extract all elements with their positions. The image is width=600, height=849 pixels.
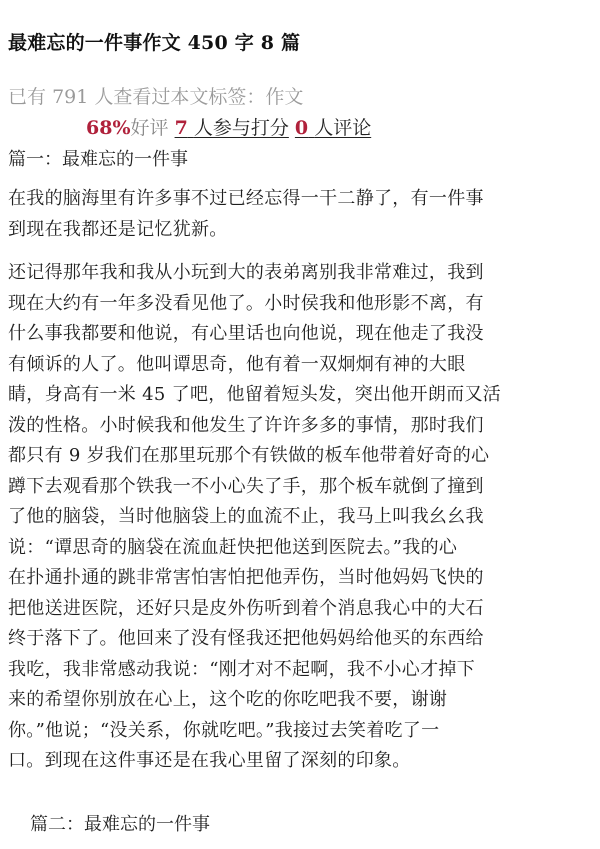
text-line: 泼的性格。小时候我和他发生了许许多多的事情，那时我们: [8, 414, 484, 436]
rating-percent: 68%: [86, 117, 131, 139]
rating-comments-link[interactable]: [295, 117, 371, 139]
text-line: 有倾诉的人了。他叫谭思奇，他有着一双炯炯有神的大眼: [8, 353, 466, 375]
views-suffix: 人查看过本文标签：: [94, 86, 266, 108]
section-heading-2: 篇二：最难忘的一件事: [30, 814, 210, 835]
view-info: [8, 82, 303, 109]
text-line: 睛，身高有一米 45 了吧，他留着短头发，突出他开朗而又活: [8, 384, 502, 405]
rating-bar: [86, 113, 371, 140]
views-count: 791: [52, 86, 89, 108]
section-heading-1: 篇一：最难忘的一件事: [8, 149, 188, 170]
raters-count: 7: [174, 117, 188, 139]
text-line: 蹲下去观看那个铁我一不小心失了手，那个板车就倒了撞到: [8, 475, 484, 497]
section1-paragraph-1: [8, 184, 596, 245]
raters-label: 人参与打分: [193, 117, 289, 139]
text-line: 什么事我都要和他说，有心里话也向他说，现在他走了我没: [8, 323, 484, 344]
rating-good-label: 好评: [130, 117, 169, 139]
text-line: 了他的脑袋，当时他脑袋上的血流不止，我马上叫我幺幺我: [8, 506, 484, 527]
comments-count: 0: [294, 117, 309, 139]
text-line: 口。到现在这件事还是在我心里留了深刻的印象。: [8, 750, 411, 771]
text-line: 终于落下了。他回来了没有怪我还把他妈妈给他买的东西给: [8, 628, 484, 649]
text-line: 现在大约有一年多没看见他了。小时侯我和他形影不离，有: [8, 292, 484, 314]
text-line: 把他送进医院，还好只是皮外伤听到着个消息我心中的大石: [8, 597, 484, 619]
text-line: 到现在我都还是记忆犹新。: [8, 218, 228, 240]
text-line: 都只有 9 岁我们在那里玩那个有铁做的板车他带着好奇的心: [8, 445, 490, 466]
rating-raters-link[interactable]: [175, 117, 289, 139]
text-line: 我吃，我非常感动我说：“刚才对不起啊，我不小心才掉下: [8, 658, 475, 680]
text-line: 来的希望你别放在心上，这个吃的你吃吧我不要，谢谢: [8, 689, 448, 710]
text-line: 你。”他说；“没关系，你就吃吧。”我接过去笑着吃了一: [8, 719, 440, 741]
tag-link[interactable]: 作文: [265, 86, 304, 108]
section1-paragraph-2: [8, 258, 596, 777]
text-line: 在扑通扑通的跳非常害怕害怕把他弄伤，当时他妈妈飞快的: [8, 567, 484, 588]
document-title: 最难忘的一件事作文 450 字 8 篇: [8, 32, 301, 54]
text-line: 说：“谭思奇的脑袋在流血赶快把他送到医院去。”我的心: [8, 536, 458, 558]
text-line: 还记得那年我和我从小玩到大的表弟离别我非常难过，我到: [8, 262, 484, 283]
views-prefix: 已有: [8, 86, 47, 108]
text-line: 在我的脑海里有许多事不过已经忘得一干二静了，有一件事: [8, 188, 484, 209]
comments-label: 人评论: [314, 117, 372, 139]
